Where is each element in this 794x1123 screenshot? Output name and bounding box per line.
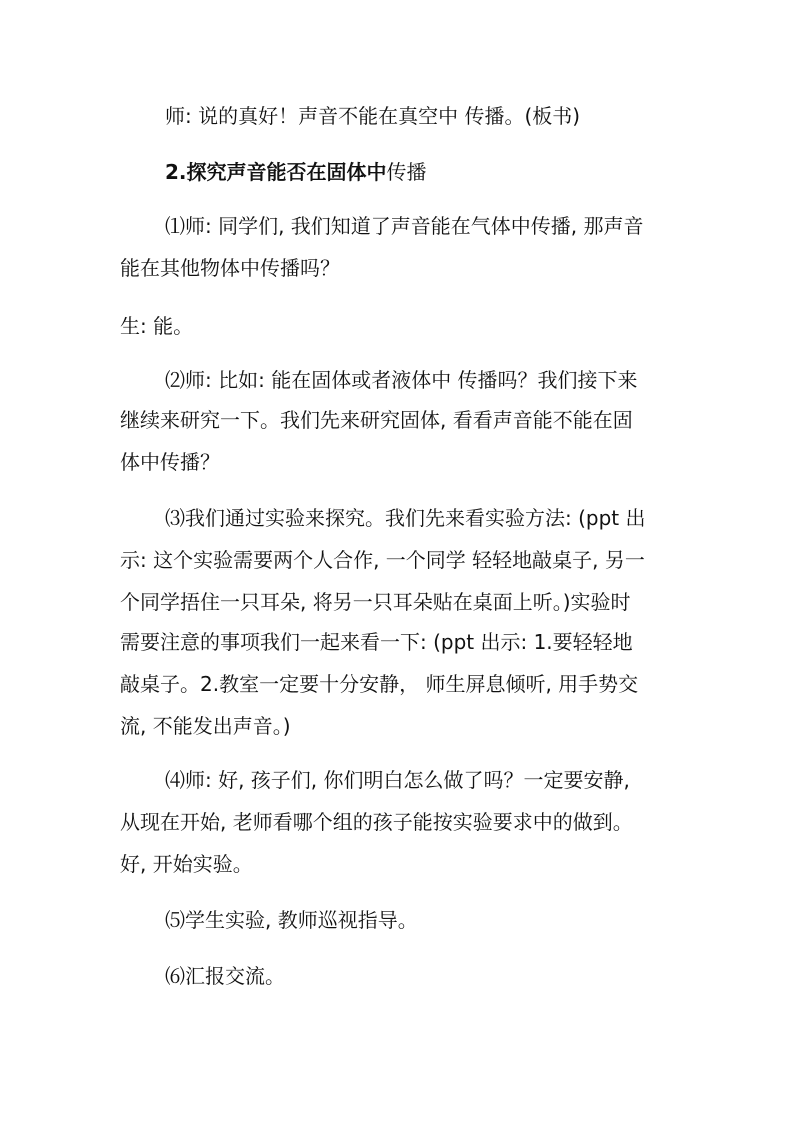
paragraph-6: ⑹汇报交流。 xyxy=(165,964,285,988)
paragraph-2-line-2: 继续来研究一下。我们先来研究固体, 看看声音能不能在固 xyxy=(120,408,633,432)
paragraph-3-line-2: 示: 这个实验需要两个人合作, 一个同学 轻轻地敲桌子, 另一 xyxy=(120,548,645,572)
paragraph-1-line-1: ⑴师: 同学们, 我们知道了声音能在气体中传播, 那声音 xyxy=(165,214,644,238)
paragraph-4-line-3: 好, 开始实验。 xyxy=(120,852,253,876)
paragraph-4-line-2: 从现在开始, 老师看哪个组的孩子能按实验要求中的做到。 xyxy=(120,810,633,834)
section-heading-bold: 2.探究声音能否在固体中 xyxy=(165,160,387,184)
paragraph-3-line-1: ⑶我们通过实验来探究。我们先来看实验方法: (ppt 出 xyxy=(165,506,646,530)
paragraph-3-line-4: 需要注意的事项我们一起来看一下: (ppt 出示: 1.要轻轻地 xyxy=(120,630,633,654)
paragraph-2-line-3: 体中传播？ xyxy=(120,450,220,474)
paragraph-3-line-5: 敲桌子。2.教室一定要十分安静， 师生屏息倾听, 用手势交 xyxy=(120,672,639,696)
paragraph-3-line-3: 个同学捂住一只耳朵, 将另一只耳朵贴在桌面上听。)实验时 xyxy=(120,590,631,614)
paragraph-3-line-6: 流, 不能发出声音。) xyxy=(120,714,291,738)
paragraph-4-line-1: ⑷师: 好, 孩子们, 你们明白怎么做了吗？一定要安静, xyxy=(165,768,630,792)
paragraph-2-line-1: ⑵师: 比如: 能在固体或者液体中 传播吗？我们接下来 xyxy=(165,368,638,392)
section-heading xyxy=(165,158,794,186)
paragraph-1-line-2: 能在其他物体中传播吗？ xyxy=(120,256,340,280)
student-reply: 生: 能。 xyxy=(120,314,194,338)
paragraph-5: ⑸学生实验, 教师巡视指导。 xyxy=(165,908,418,932)
paragraph-teacher-praise: 师: 说的真好！声音不能在真空中 传播。(板书) xyxy=(165,104,581,128)
section-heading-rest: 传播 xyxy=(386,160,427,184)
